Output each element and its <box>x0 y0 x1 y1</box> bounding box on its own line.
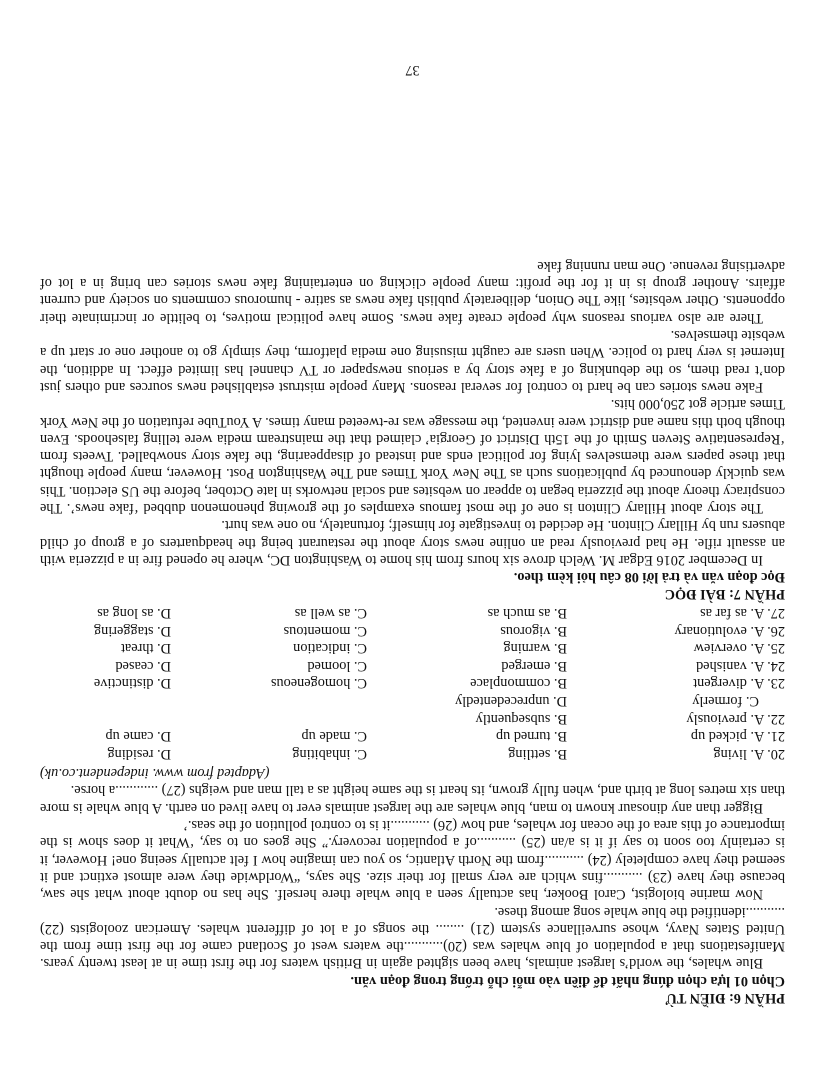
question-25-options <box>40 639 785 657</box>
option-a: 26. A. evolutionary <box>674 622 785 639</box>
option-a: 22. A. previously <box>686 710 785 727</box>
source-citation: (Adapted from www. independent.co.uk) <box>40 765 270 782</box>
section6-instruction: Chọn 01 lựa chọn đúng nhất để điền vào mỗi chỗ trống trong đoạn văn. <box>350 972 785 989</box>
question-23-options <box>40 674 785 692</box>
question-22-options-row2 <box>40 691 785 709</box>
question-22-options-row1 <box>40 709 785 727</box>
option-c: C. as well as <box>294 605 367 622</box>
section7-paragraph-3: Fake news stories can be hard to control for several reasons. Many people mistrust established news sources and others just don’t read them, so the debunking of a fake story by a serious newspaper or TV channel has limited effect. In addition, the Internet is very hard to police. When users are caught misusing one media platform, they simply go to another one or start up a website themselves. <box>40 327 785 395</box>
option-b: B. subsequently <box>475 710 567 727</box>
option-a: 24. A. vanished <box>696 657 785 674</box>
question-27-options <box>40 604 785 622</box>
section6-paragraph-1: Blue whales, the world’s largest animals, have been sighted again in British waters for the first time in at least twenty years. Manifestations that a population of blue whales was (20)...........the waters west of Scotland came for the first time from the United States Navy, whose surveillance system (21) ........ the songs of a lot of different whales. American zoologists (22) ...........identified the blue whale song among these. <box>40 903 785 972</box>
option-d: D. distinctive <box>93 675 171 692</box>
option-c: C. formerly <box>692 693 759 710</box>
option-c: C. momentous <box>283 622 367 639</box>
option-b: B. commonplace <box>470 675 567 692</box>
option-d: D. came up <box>105 728 171 745</box>
page-content <box>40 257 785 1006</box>
answer-options-table <box>40 604 785 762</box>
option-b: B. warning <box>503 640 567 657</box>
section6-title: PHẦN 6: ĐIỀN TỪ <box>665 990 785 1006</box>
page-number: 37 <box>405 62 420 78</box>
option-d: D. threat <box>120 640 171 657</box>
option-d: D. unprecedentedly <box>455 693 567 710</box>
option-a: 23. A. divergent <box>693 675 785 692</box>
section6-paragraph-2: Now marine biologist, Carol Booker, has actually seen a blue whale there herself. She has no doubt about what she saw, because they have (23) ...........fins which are very small for their size. She says, “Worldwide they were almost extinct and it seemed they have completely (24) ...........from the North Atlantic, so you can imagine how I felt actually seeing one! However, it is certainly too soon to say if it is a/an (25) ...........of a population recovery.” She goes on to say, ‘What it does show is the importance of this area of the ocean for whales, and how (26) ...........it is to control pollution of the seas.’ <box>40 817 785 903</box>
option-c: C. loomed <box>307 657 367 674</box>
option-d: D. as long as <box>97 605 171 622</box>
question-20-options <box>40 744 785 762</box>
option-b: B. as much as <box>487 605 567 622</box>
option-a: 21. A. picked up <box>690 728 785 745</box>
option-a: 20. A. living <box>713 745 785 762</box>
section6-paragraph-3: Bigger than any dinosaur known to man, blue whales are the largest animals ever to have lived on earth. A blue whale is more than six metres long at birth and, when fully grown, its heart is the same height as a tall man and weighs (27) ............a horse. <box>40 782 785 816</box>
question-26-options <box>40 621 785 639</box>
section7-title: PHẦN 7: BÀI ĐỌC <box>664 586 785 603</box>
option-a: 27. A. as far as <box>700 605 785 622</box>
option-b: B. settling <box>508 745 567 762</box>
option-b: B. vigorous <box>500 622 567 639</box>
option-c: C. made up <box>301 728 367 745</box>
section7-paragraph-4: There are also various reasons why people create fake news. Some have political motives, to belittle or incriminate their opponents. Other websites, like The Onion, deliberately publish fake news as satire - humorous comments on society and current affairs. Another group is in it for the profit: many people clicking on entertaining fake news stories can bring in a lot of advertising revenue. One man running fake <box>40 257 785 326</box>
option-c: C. homogeneous <box>270 675 367 692</box>
section7-paragraph-2: The story about Hillary Clinton is one of the most famous examples of the growing phenomenon dubbed ‘fake news’. The conspiracy theory about the pizzeria began to appear on websites and social networks in late October, before the US election. This was quickly denounced by publications such as The New York Times and The Washington Post. However, many people thought that these papers were themselves lying for political ends and instead of disappearing, the fake story snowballed. Tweets from ‘Representative Steven Smith of the 15th District of Georgia’ claimed that the mainstream media were telling falsehoods. Even though both this name and district were invented, the message was re-tweeted many times. A YouTube refutation of the New York Times article got 250,000 hits. <box>40 396 785 517</box>
option-d: D. residing <box>107 745 171 762</box>
option-d: D. staggering <box>93 622 171 639</box>
section7-paragraph-1: In December 2016 Edgar M. Welch drove six hours from his home to Washington DC, where he opened fire in a pizzeria with an assault rifle. He had previously read an online news story about the restaurant being the headquarters of a group of child abusers run by Hillary Clinton. He decided to investigate for himself; fortunately, no one was hurt. <box>40 517 785 568</box>
section7-instruction: Đọc đoạn văn và trả lời 08 câu hỏi kèm theo. <box>513 569 785 586</box>
option-d: D. ceased <box>115 657 171 674</box>
option-a: 25. A. overview <box>693 640 785 657</box>
option-c: C. inhabiting <box>292 745 367 762</box>
option-c: C. indication <box>293 640 367 657</box>
option-b: B. emerged <box>501 657 567 674</box>
option-b: B. turned up <box>495 728 567 745</box>
question-21-options <box>40 727 785 745</box>
question-24-options <box>40 656 785 674</box>
